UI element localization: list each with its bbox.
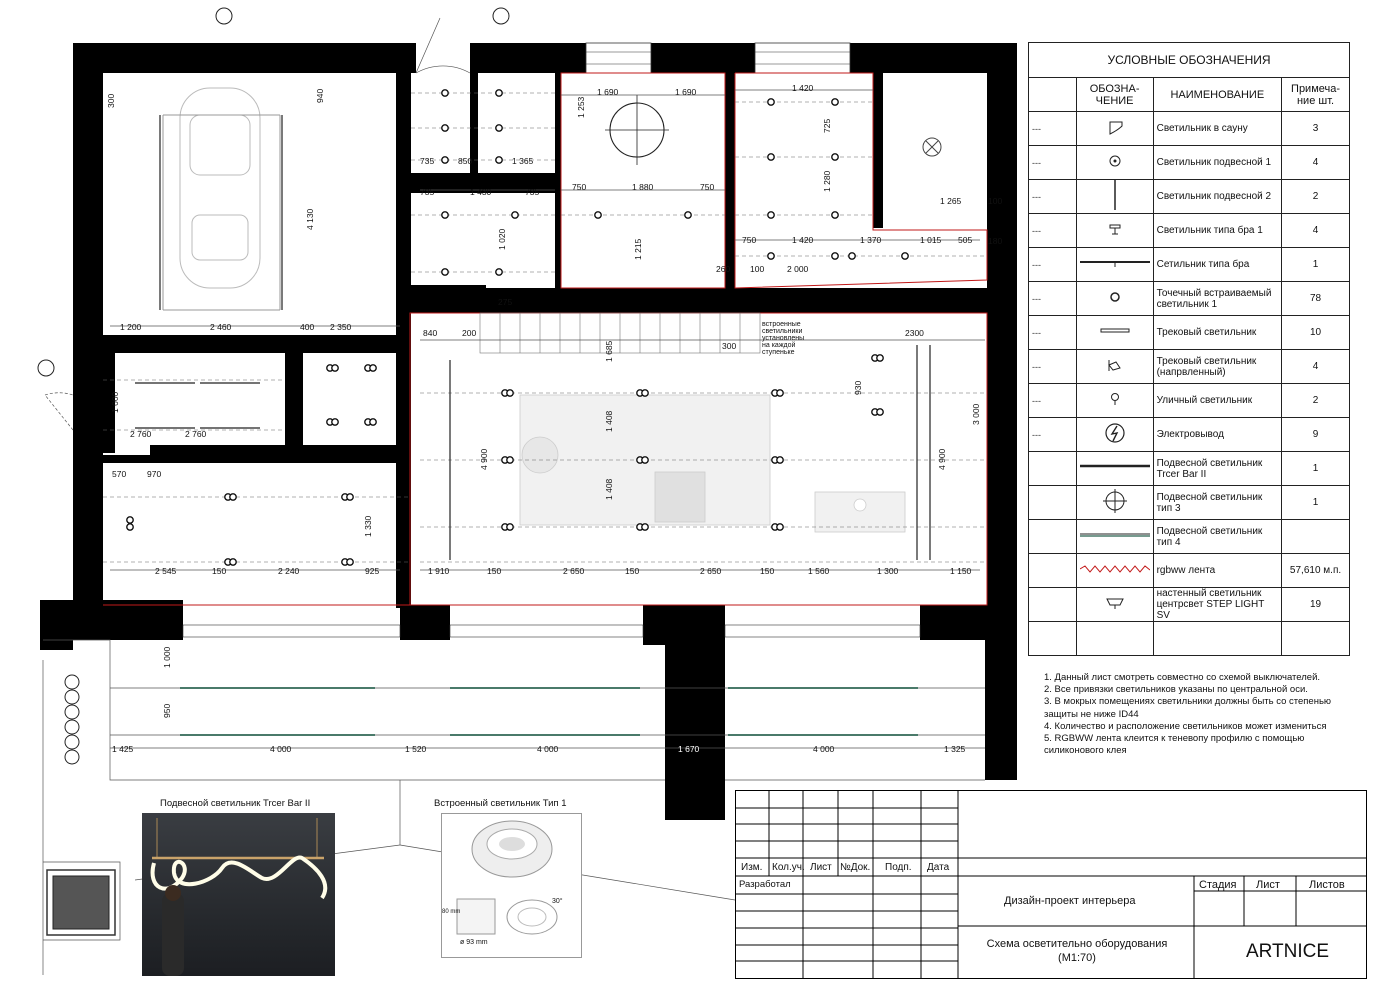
svg-text:300: 300 [106, 93, 116, 108]
svg-text:260: 260 [716, 264, 731, 274]
car-outline [163, 88, 280, 310]
svg-text:на каждой: на каждой [762, 342, 796, 349]
legend-row-marker [1029, 452, 1077, 486]
legend-row [1029, 418, 1350, 452]
svg-text:150: 150 [212, 566, 227, 576]
note-5: 5. RGBWW лента клеится к теневопу профилю с помощью силиконового клея [1044, 733, 1305, 757]
legend-row-marker: --- [1029, 418, 1077, 452]
note-3: 3. В мокрых помещениях светильники должны быть со степенью защиты не ниже ID44 [1044, 696, 1332, 720]
legend-row [1029, 248, 1350, 282]
svg-text:2 000: 2 000 [787, 264, 809, 274]
svg-text:1 408: 1 408 [604, 478, 614, 500]
note-2: 2. Все привязки светильников указаны по центральной оси. [1044, 684, 1308, 696]
general-notes [1044, 672, 1344, 757]
legend-row-marker: --- [1029, 180, 1077, 214]
tracer-bar-photo [142, 813, 335, 976]
legend-row-name [1153, 622, 1281, 656]
legend-row-name: Трековый светильник (напрвленный) [1153, 350, 1281, 384]
stairs [480, 313, 760, 353]
svg-text:2 460: 2 460 [210, 322, 232, 332]
stamp-listov: Листов [1309, 879, 1345, 891]
legend-row-name: Светильник типа бра 1 [1153, 214, 1281, 248]
legend-row-qty: 19 [1282, 588, 1350, 622]
svg-text:400: 400 [300, 322, 315, 332]
legend-row-name: Сетильник типа бра [1153, 248, 1281, 282]
svg-text:1 408: 1 408 [604, 410, 614, 432]
legend-table [1028, 42, 1350, 656]
terrace-lights [180, 688, 918, 735]
svg-text:735: 735 [420, 187, 435, 197]
dim-angle: 30° [552, 898, 563, 905]
svg-text:4 900: 4 900 [937, 448, 947, 470]
legend-row-marker: --- [1029, 384, 1077, 418]
photo1-caption: Подвесной светильник Trcer Bar II [160, 798, 311, 809]
stamp-list-label: Лист [1256, 879, 1280, 891]
photo2-caption: Встроенный светильник Тип 1 [434, 798, 567, 809]
svg-text:4 000: 4 000 [270, 744, 292, 754]
svg-text:1 215: 1 215 [633, 238, 643, 260]
stamp-razrabotal: Разработал [739, 879, 791, 890]
legend-row-marker [1029, 554, 1077, 588]
svg-text:735: 735 [420, 156, 435, 166]
svg-text:ступеньке: ступеньке [762, 349, 795, 356]
svg-text:930: 930 [853, 380, 863, 395]
spotlight-icon [1076, 282, 1153, 316]
svg-text:150: 150 [760, 566, 775, 576]
legend-row-qty: 4 [1282, 146, 1350, 180]
legend-row-marker: --- [1029, 214, 1077, 248]
svg-text:200: 200 [462, 328, 477, 338]
svg-text:4 000: 4 000 [537, 744, 559, 754]
legend-row-qty: 57,610 м.п. [1282, 554, 1350, 588]
svg-text:570: 570 [112, 469, 127, 479]
stamp-sheet-title: Схема осветительно оборудования (М1:70) [986, 938, 1168, 964]
legend-row-marker [1029, 588, 1077, 622]
svg-text:275: 275 [498, 297, 513, 307]
svg-text:180: 180 [988, 236, 1003, 246]
legend-header-symbol: ОБОЗНА-ЧЕНИЕ [1076, 78, 1153, 112]
legend-header-blank [1029, 78, 1077, 112]
svg-text:735: 735 [525, 187, 540, 197]
stamp-data: Дата [927, 862, 950, 873]
legend-row-name: настенный светильник центрсвет STEP LIGHT SV [1153, 588, 1281, 622]
legend-row-marker: --- [1029, 282, 1077, 316]
svg-text:300: 300 [722, 341, 737, 351]
stamp-podp: Подп. [885, 862, 912, 873]
legend-row-name: Электровывод [1153, 418, 1281, 452]
legend-row-marker [1029, 520, 1077, 554]
legend-row [1029, 350, 1350, 384]
svg-text:1 430: 1 430 [470, 187, 492, 197]
svg-text:2 650: 2 650 [563, 566, 585, 576]
svg-text:2 760: 2 760 [130, 429, 152, 439]
legend-row-qty: 10 [1282, 316, 1350, 350]
title-block [735, 790, 1367, 979]
svg-text:1 000: 1 000 [110, 391, 120, 413]
note-1: 1. Данный лист смотреть совместно со схемой выключателей. [1044, 672, 1321, 683]
legend-row-name: Подвесной светильник тип 4 [1153, 520, 1281, 554]
stamp-list: Лист [810, 862, 832, 873]
svg-text:4 000: 4 000 [813, 744, 835, 754]
svg-text:1 015: 1 015 [920, 235, 942, 245]
legend-row [1029, 384, 1350, 418]
legend-row-qty: 2 [1282, 180, 1350, 214]
svg-text:1 690: 1 690 [597, 87, 619, 97]
legend-row-qty: 3 [1282, 112, 1350, 146]
svg-text:840: 840 [423, 328, 438, 338]
svg-text:2 650: 2 650 [700, 566, 722, 576]
legend-row-name: Уличный светильник [1153, 384, 1281, 418]
legend-row-marker: --- [1029, 146, 1077, 180]
legend-row [1029, 214, 1350, 248]
tracer-bar-icon [1076, 452, 1153, 486]
legend-row-name: Светильник в сауну [1153, 112, 1281, 146]
legend-row-name: Точечный встраиваемый светильник 1 [1153, 282, 1281, 316]
svg-text:925: 925 [365, 566, 380, 576]
legend-row-marker: --- [1029, 248, 1077, 282]
recessed-light-illustration [442, 814, 581, 957]
svg-text:150: 150 [625, 566, 640, 576]
pendant-light-1-icon [1076, 146, 1153, 180]
step-light-icon [1076, 588, 1153, 622]
legend-row-marker: --- [1029, 112, 1077, 146]
svg-text:1 370: 1 370 [860, 235, 882, 245]
svg-text:4 130: 4 130 [305, 208, 315, 230]
legend-row [1029, 622, 1350, 656]
svg-text:1 420: 1 420 [792, 83, 814, 93]
outdoor-light-icon [1076, 384, 1153, 418]
stamp-project: Дизайн-проект интерьера [1004, 895, 1136, 907]
stamp-koluch: Кол.уч. [772, 862, 805, 873]
pendant-type4-icon [1076, 520, 1153, 554]
svg-text:150: 150 [487, 566, 502, 576]
legend-row [1029, 486, 1350, 520]
note-4: 4. Количество и расположение светильников может измениться [1044, 720, 1327, 732]
svg-text:1 300: 1 300 [877, 566, 899, 576]
svg-text:970: 970 [147, 469, 162, 479]
legend-row-qty: 1 [1282, 248, 1350, 282]
legend-row-qty: 4 [1282, 350, 1350, 384]
legend-row-marker [1029, 486, 1077, 520]
svg-text:встроенные: встроенные [762, 321, 801, 328]
svg-text:1 420: 1 420 [792, 235, 814, 245]
legend-row-name: Подвесной светильник тип 3 [1153, 486, 1281, 520]
svg-text:1 560: 1 560 [808, 566, 830, 576]
legend-header-name: НАИМЕНОВАНИЕ [1153, 78, 1281, 112]
svg-text:2 545: 2 545 [155, 566, 177, 576]
legend-row-name: Светильник подвесной 1 [1153, 146, 1281, 180]
legend-row [1029, 520, 1350, 554]
legend-row-qty: 1 [1282, 452, 1350, 486]
svg-text:850: 850 [458, 156, 473, 166]
svg-text:750: 750 [572, 182, 587, 192]
legend-row-qty [1282, 622, 1350, 656]
legend-row-qty: 78 [1282, 282, 1350, 316]
legend-symbol-empty [1076, 622, 1153, 656]
legend-row-qty: 2 [1282, 384, 1350, 418]
svg-text:светильники: светильники [762, 328, 803, 335]
skylight-symbol [47, 870, 115, 935]
legend-row-name: Светильник подвесной 2 [1153, 180, 1281, 214]
legend-row-qty: 9 [1282, 418, 1350, 452]
sconce-icon [1076, 248, 1153, 282]
legend-row-qty: 4 [1282, 214, 1350, 248]
svg-text:1 200: 1 200 [120, 322, 142, 332]
stamp-ndok: №Док. [840, 862, 871, 873]
legend-row [1029, 180, 1350, 214]
svg-text:установлены: установлены [762, 335, 805, 342]
sauna-light-icon [1076, 112, 1153, 146]
legend-title: УСЛОВНЫЕ ОБОЗНАЧЕНИЯ [1029, 43, 1350, 78]
legend-body [1029, 112, 1350, 656]
directional-track-icon [1076, 350, 1153, 384]
svg-text:1 280: 1 280 [822, 170, 832, 192]
pendant-light-2-icon [1076, 180, 1153, 214]
svg-text:1 880: 1 880 [632, 182, 654, 192]
legend-row [1029, 112, 1350, 146]
svg-text:750: 750 [700, 182, 715, 192]
stamp-stadia: Стадия [1199, 879, 1237, 891]
svg-text:505: 505 [958, 235, 973, 245]
legend-row [1029, 316, 1350, 350]
svg-text:3 000: 3 000 [971, 403, 981, 425]
svg-text:2 350: 2 350 [330, 322, 352, 332]
legend-row-qty: 1 [1282, 486, 1350, 520]
dim-diameter: ø 93 mm [460, 939, 488, 946]
svg-text:1 365: 1 365 [512, 156, 534, 166]
svg-text:2300: 2300 [905, 328, 924, 338]
stamp-izm: Изм. [741, 862, 763, 873]
svg-text:4 900: 4 900 [479, 448, 489, 470]
svg-text:1 425: 1 425 [112, 744, 134, 754]
recessed-light-photo [441, 813, 582, 958]
svg-text:1 265: 1 265 [940, 196, 962, 206]
svg-text:1 690: 1 690 [675, 87, 697, 97]
legend-row [1029, 452, 1350, 486]
svg-text:1 670: 1 670 [678, 744, 700, 754]
svg-text:950: 950 [162, 703, 172, 718]
legend-row [1029, 146, 1350, 180]
svg-text:1 685: 1 685 [604, 340, 614, 362]
legend-row-name: rgbww лента [1153, 554, 1281, 588]
legend-row [1029, 282, 1350, 316]
legend-row-marker: --- [1029, 350, 1077, 384]
legend-row-name: Подвесной светильник Trcer Bar II [1153, 452, 1281, 486]
legend-header-note: Примеча-ние шт. [1282, 78, 1350, 112]
legend-row-marker: --- [1029, 316, 1077, 350]
svg-text:100: 100 [988, 196, 1003, 206]
svg-text:1 150: 1 150 [950, 566, 972, 576]
svg-text:1 253: 1 253 [576, 96, 586, 118]
tracer-bar-illustration [142, 813, 335, 976]
sconce-1-icon [1076, 214, 1153, 248]
legend-row [1029, 588, 1350, 622]
svg-text:100: 100 [750, 264, 765, 274]
living-furniture [520, 395, 905, 532]
stamp-company: ARTNICE [1246, 941, 1330, 962]
svg-text:1 325: 1 325 [944, 744, 966, 754]
svg-text:2 240: 2 240 [278, 566, 300, 576]
svg-text:1 000: 1 000 [162, 646, 172, 668]
pendant-type3-icon [1076, 486, 1153, 520]
stair-note [762, 321, 804, 356]
legend-row-name: Трековый светильник [1153, 316, 1281, 350]
electrical-outlet-icon [1076, 418, 1153, 452]
legend-row-marker [1029, 622, 1077, 656]
legend-row-qty [1282, 520, 1350, 554]
legend-row [1029, 554, 1350, 588]
svg-text:1 020: 1 020 [497, 228, 507, 250]
dim-height: 80 mm [442, 909, 461, 915]
rgbww-strip-icon [1076, 554, 1153, 588]
svg-text:750: 750 [742, 235, 757, 245]
svg-text:2 760: 2 760 [185, 429, 207, 439]
svg-text:1 520: 1 520 [405, 744, 427, 754]
svg-text:940: 940 [315, 88, 325, 103]
svg-text:725: 725 [822, 118, 832, 133]
track-light-icon [1076, 316, 1153, 350]
svg-text:1 330: 1 330 [363, 515, 373, 537]
svg-text:1 910: 1 910 [428, 566, 450, 576]
